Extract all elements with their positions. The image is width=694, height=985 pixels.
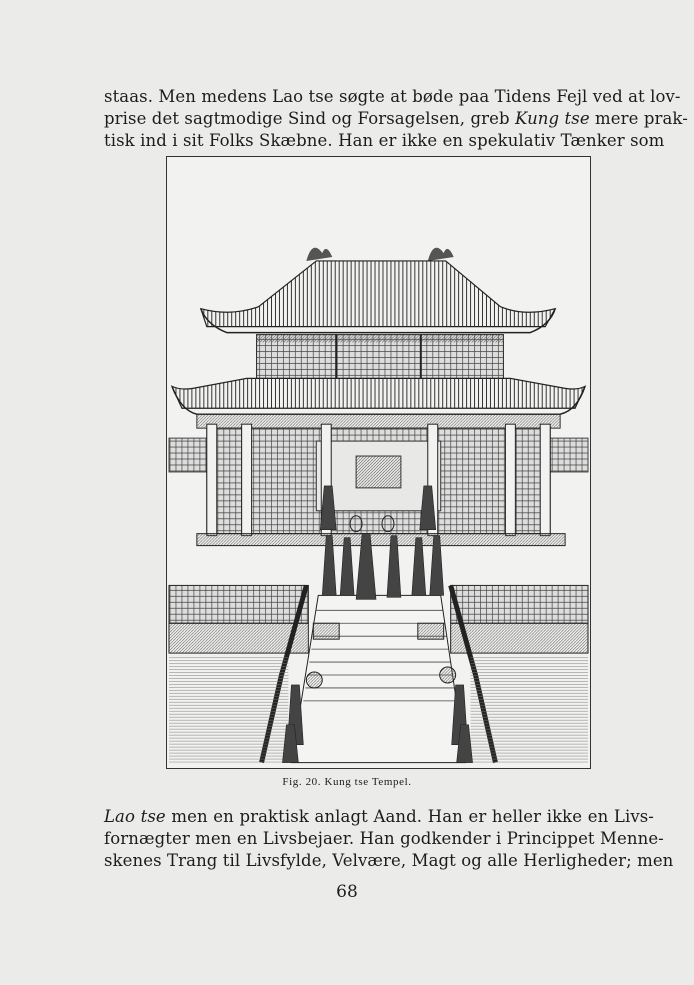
text-line: skenes Trang til Livsfylde, Velvære, Magt og alle Herligheder; men (104, 851, 674, 870)
text-line: tisk ind i sit Folks Skæbne. Han er ikke en spekulativ Tænker som (104, 131, 665, 150)
text-line: fornægter men en Livsbejaer. Han godkender i Princippet Menne- (104, 829, 664, 848)
paragraph-bottom (104, 806, 674, 872)
page-number: 68 (336, 882, 358, 902)
figure-caption: Fig. 20. Kung tse Tempel. (282, 776, 412, 788)
temple-engraving (167, 157, 590, 768)
text-line: staas. Men medens Lao tse søgte at bøde paa Tidens Fejl ved at lov- (104, 87, 681, 106)
text-line: Lao tse men en praktisk anlagt Aand. Han er heller ikke en Livs- (104, 807, 654, 826)
text-line: prise det sagtmodige Sind og Forsagelsen, greb Kung tse mere prak- (104, 109, 688, 128)
temple-illustration (166, 156, 591, 769)
paragraph-top (104, 86, 688, 152)
